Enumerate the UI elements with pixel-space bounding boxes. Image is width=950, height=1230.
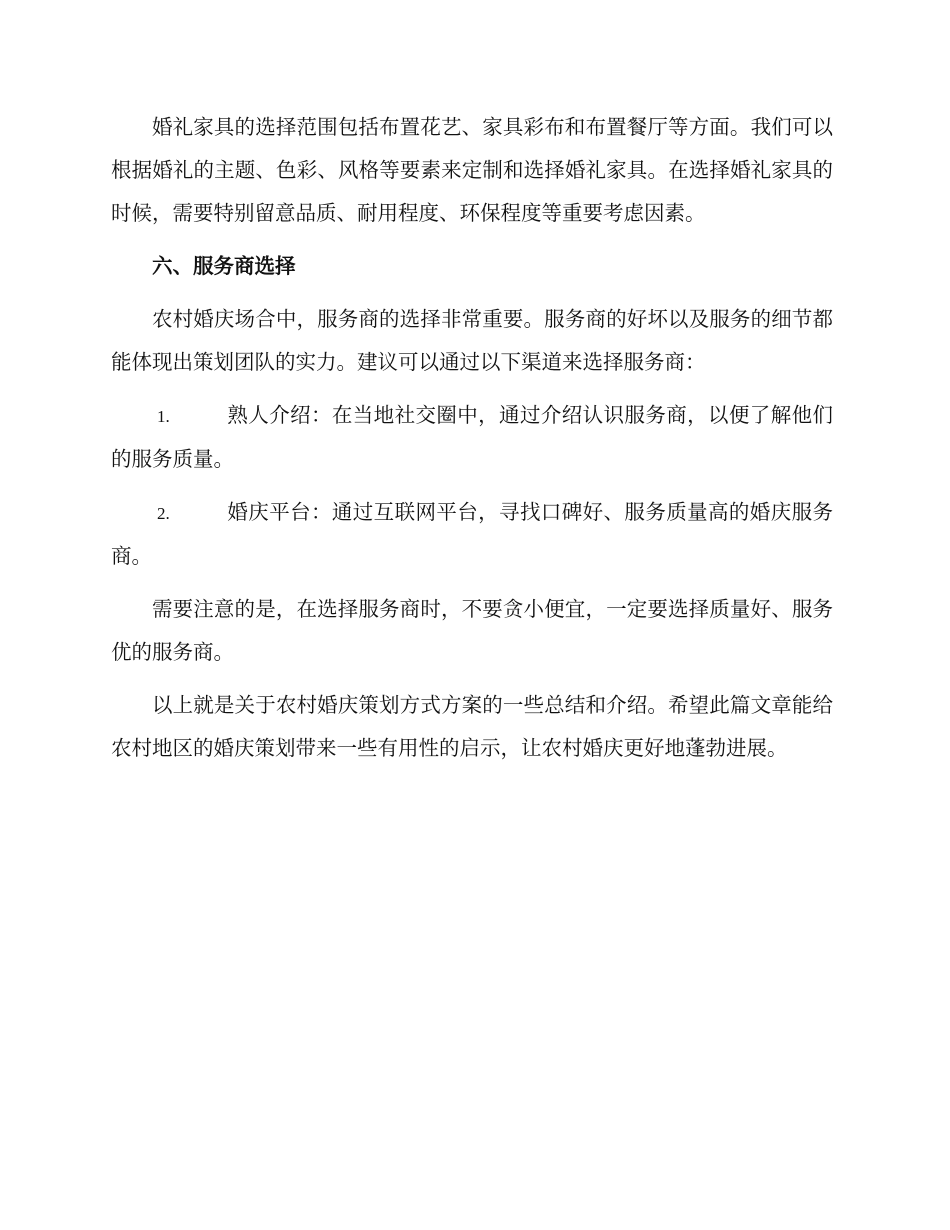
paragraph-conclusion: 以上就是关于农村婚庆策划方式方案的一些总结和介绍。希望此篇文章能给农村地区的婚庆策划带来一些有用性的启示，让农村婚庆更好地蓬勃进展。 [111,693,833,760]
section-heading-service-provider: 六、服务商选择 [152,254,296,278]
paragraph-wedding-furniture: 婚礼家具的选择范围包括布置花艺、家具彩布和布置餐厅等方面。我们可以根据婚礼的主题、色彩、风格等要素来定制和选择婚礼家具。在选择婚礼家具的时候，需要特别留意品质、耐用程度、环保程度等重要考虑因素。 [111,115,833,225]
list-item-number: 2. [157,504,170,523]
document-body [111,106,833,780]
paragraph-caution: 需要注意的是，在选择服务商时，不要贪小便宜，一定要选择质量好、服务优的服务商。 [111,597,833,664]
list-item-number: 1. [157,407,170,426]
paragraph-service-provider-intro: 农村婚庆场合中，服务商的选择非常重要。服务商的好坏以及服务的细节都能体现出策划团队的实力。建议可以通过以下渠道来选择服务商： [111,307,833,374]
list-item-text: 熟人介绍：在当地社交圈中，通过介绍认识服务商，以便了解他们的服务质量。 [111,403,833,471]
list-item [111,394,833,481]
list-item [111,491,833,578]
list-item-text: 婚庆平台：通过互联网平台，寻找口碑好、服务质量高的婚庆服务商。 [111,500,833,568]
